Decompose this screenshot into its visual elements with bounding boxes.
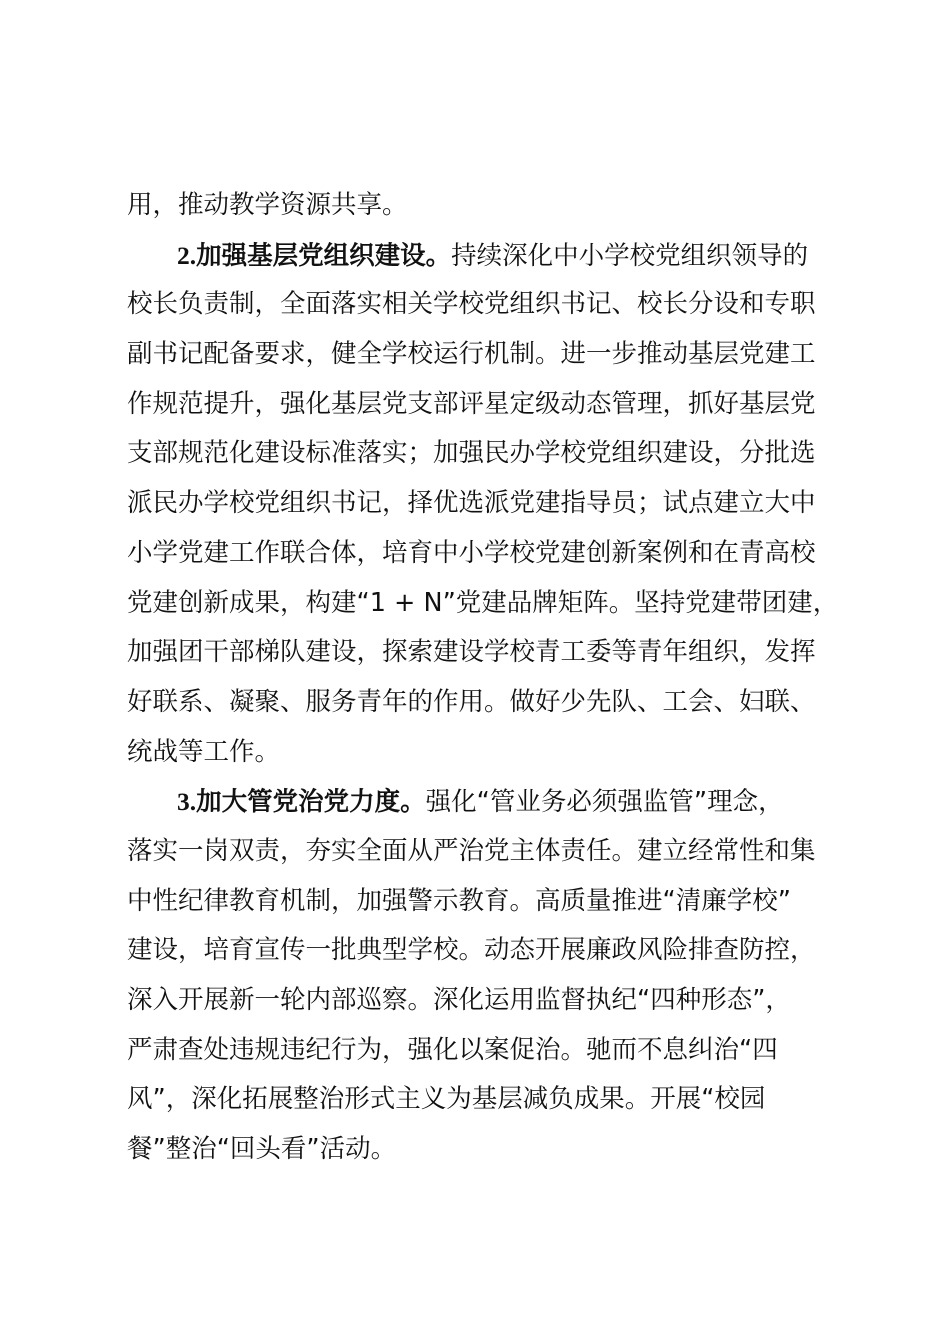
text-line: 加强团干部梯队建设，探索建设学校青工委等青年组织，发挥 (127, 637, 816, 668)
text-line: 派民办学校党组织书记，择优选派党建指导员；试点建立大中 (127, 488, 816, 519)
text-line: 餐”整治“回头看”活动。 (127, 1134, 397, 1165)
text-line: 建设，培育宣传一批典型学校。动态开展廉政风险排查防控， (127, 935, 816, 966)
text-line: 落实一岗双责，夯实全面从严治党主体责任。建立经常性和集 (127, 835, 816, 866)
text-line: 中性纪律教育机制，加强警示教育。高质量推进“清廉学校” (127, 885, 791, 916)
section-heading: 加强基层党组织建设。 (196, 240, 452, 271)
text-line: 小学党建工作联合体，培育中小学校党建创新案例和在青高校 (127, 537, 816, 568)
text-line: 风”，深化拓展整治形式主义为基层减负成果。开展“校园 (127, 1084, 766, 1115)
text-line: 用，推动教学资源共享。 (127, 190, 408, 220)
text-line: 党建创新成果，构建“1 + N”党建品牌矩阵。坚持党建带团建， (127, 587, 839, 618)
paragraph-3 (127, 777, 833, 1175)
text-line: 副书记配备要求，健全学校运行机制。进一步推动基层党建工 (127, 339, 816, 370)
paragraph-3-first-line (127, 777, 833, 827)
text-run: 持续深化中小学校党组织领导的 (451, 240, 809, 271)
document-body (127, 181, 839, 1175)
paragraph-2 (127, 231, 839, 778)
paragraph-1 (127, 181, 833, 231)
text-run: 强化“管业务必须强监管”理念， (425, 787, 784, 818)
section-number: 3. (177, 787, 197, 817)
section-heading: 加大管党治党力度。 (196, 787, 426, 818)
section-number: 2. (177, 240, 197, 270)
text-line: 严肃查处违规违纪行为，强化以案促治。驰而不息纠治“四 (127, 1034, 778, 1065)
paragraph-2-first-line (127, 231, 833, 281)
text-line: 作规范提升，强化基层党支部评星定级动态管理，抓好基层党 (127, 388, 816, 419)
text-line: 统战等工作。 (127, 736, 281, 767)
text-line: 校长负责制，全面落实相关学校党组织书记、校长分设和专职 (127, 289, 816, 320)
text-line: 支部规范化建设标准落实；加强民办学校党组织建设，分批选 (127, 438, 816, 469)
text-line: 深入开展新一轮内部巡察。深化运用监督执纪“四种形态”， (127, 985, 791, 1015)
text-line: 好联系、凝聚、服务青年的作用。做好少先队、工会、妇联、 (127, 686, 816, 717)
